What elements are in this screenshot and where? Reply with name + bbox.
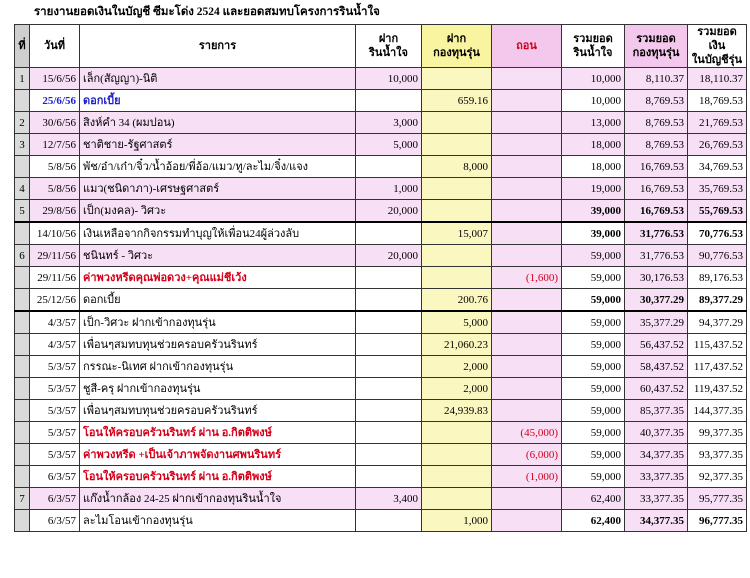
cell-withdraw	[492, 488, 562, 510]
cell-date: 29/8/56	[30, 200, 80, 223]
cell-withdraw	[492, 510, 562, 532]
cell-no: 7	[15, 488, 30, 510]
cell-no	[15, 156, 30, 178]
cell-description: เล็ก(สัญญา)-นิติ	[80, 68, 356, 90]
cell-total-rin: 62,400	[562, 488, 625, 510]
cell-total-fund: 40,377.35	[625, 422, 688, 444]
table-row	[15, 488, 747, 510]
cell-description: ดอกเบี้ย	[80, 90, 356, 112]
cell-total-fund: 30,377.29	[625, 289, 688, 312]
cell-date: 5/3/57	[30, 356, 80, 378]
cell-total-rin: 59,000	[562, 356, 625, 378]
cell-withdraw	[492, 68, 562, 90]
table-row	[15, 289, 747, 312]
cell-description: ชนินทร์ - วิศวะ	[80, 245, 356, 267]
cell-total-rin: 18,000	[562, 156, 625, 178]
cell-total-rin: 39,000	[562, 222, 625, 245]
cell-deposit-rin	[356, 90, 422, 112]
cell-deposit-fund: 2,000	[422, 378, 492, 400]
cell-withdraw	[492, 245, 562, 267]
cell-total-rin: 59,000	[562, 311, 625, 334]
cell-deposit-rin	[356, 311, 422, 334]
cell-total-rin: 19,000	[562, 178, 625, 200]
cell-total-fund: 16,769.53	[625, 178, 688, 200]
cell-description: ค่าพวงหรีดคุณพ่อดวง+คุณแม่ชีเว้ง	[80, 267, 356, 289]
cell-total-account: 26,769.53	[688, 134, 747, 156]
cell-total-rin: 13,000	[562, 112, 625, 134]
table-row	[15, 134, 747, 156]
cell-no: 1	[15, 68, 30, 90]
table-row	[15, 400, 747, 422]
cell-total-account: 55,769.53	[688, 200, 747, 223]
cell-withdraw: (6,000)	[492, 444, 562, 466]
cell-no: 4	[15, 178, 30, 200]
cell-description: เพื่อนๆสมทบทุนช่วยครอบครัวนรินทร์	[80, 400, 356, 422]
cell-total-account: 96,777.35	[688, 510, 747, 532]
cell-deposit-rin: 1,000	[356, 178, 422, 200]
cell-deposit-fund	[422, 422, 492, 444]
cell-description: สิงห์คำ 34 (ผมปอน)	[80, 112, 356, 134]
cell-withdraw	[492, 156, 562, 178]
table-row	[15, 378, 747, 400]
cell-deposit-rin	[356, 400, 422, 422]
cell-deposit-fund: 659.16	[422, 90, 492, 112]
cell-description: เป็ก(มงคล)- วิศวะ	[80, 200, 356, 223]
cell-description: พัช/อ๋า/เก๋า/จิ๋ว/น้ำอ้อย/พี่อ้อ/แมว/ทู/ละไม/จิ๋ง/แจง	[80, 156, 356, 178]
table-row	[15, 422, 747, 444]
cell-deposit-fund	[422, 444, 492, 466]
table-row	[15, 466, 747, 488]
cell-description: เป็ก-วิศวะ ฝากเข้ากองทุนรุ่น	[80, 311, 356, 334]
cell-date: 14/10/56	[30, 222, 80, 245]
cell-no: 3	[15, 134, 30, 156]
table-row	[15, 200, 747, 223]
header-total-account-label: รวมยอดเงิน ในบัญชีรุ่น	[691, 26, 743, 66]
cell-deposit-rin: 3,400	[356, 488, 422, 510]
cell-no	[15, 222, 30, 245]
cell-description: ชูสี-ครุ ฝากเข้ากองทุนรุ่น	[80, 378, 356, 400]
header-total-rin-label: รวมยอด รินน้ำใจ	[573, 33, 613, 59]
cell-total-account: 115,437.52	[688, 334, 747, 356]
cell-description: เพื่อนๆสมทบทุนช่วยครอบครัวนรินทร์	[80, 334, 356, 356]
cell-total-account: 89,176.53	[688, 267, 747, 289]
cell-deposit-fund: 2,000	[422, 356, 492, 378]
cell-total-fund: 8,110.37	[625, 68, 688, 90]
cell-withdraw: (1,000)	[492, 466, 562, 488]
cell-total-fund: 30,176.53	[625, 267, 688, 289]
cell-withdraw	[492, 200, 562, 223]
cell-withdraw	[492, 334, 562, 356]
cell-date: 25/12/56	[30, 289, 80, 312]
cell-total-rin: 59,000	[562, 400, 625, 422]
cell-description: แก๊งน้ำกล้อง 24-25 ฝากเข้ากองทุนรินน้ำใจ	[80, 488, 356, 510]
cell-total-rin: 59,000	[562, 334, 625, 356]
cell-no	[15, 378, 30, 400]
header-deposit-rin	[356, 25, 422, 68]
cell-deposit-rin: 20,000	[356, 200, 422, 223]
header-total-fund	[625, 25, 688, 68]
cell-deposit-fund	[422, 68, 492, 90]
cell-deposit-rin	[356, 156, 422, 178]
cell-no	[15, 510, 30, 532]
cell-description: โอนให้ครอบครัวนรินทร์ ผ่าน อ.กิตติพงษ์	[80, 422, 356, 444]
cell-deposit-fund	[422, 178, 492, 200]
cell-no	[15, 400, 30, 422]
cell-total-rin: 59,000	[562, 422, 625, 444]
cell-no	[15, 334, 30, 356]
cell-total-account: 35,769.53	[688, 178, 747, 200]
cell-date: 4/3/57	[30, 334, 80, 356]
cell-no	[15, 444, 30, 466]
header-date: วันที่	[30, 25, 80, 68]
cell-deposit-rin: 20,000	[356, 245, 422, 267]
cell-description: ชาติชาย-รัฐศาสตร์	[80, 134, 356, 156]
cell-no	[15, 466, 30, 488]
cell-total-fund: 58,437.52	[625, 356, 688, 378]
header-total-account	[688, 25, 747, 68]
report-title: รายงานยอดเงินในบัญชี ซีมะโด่ง 2524 และยอดสมทบโครงการรินน้ำใจ	[34, 6, 380, 18]
cell-total-fund: 8,769.53	[625, 134, 688, 156]
cell-date: 12/7/56	[30, 134, 80, 156]
cell-total-account: 21,769.53	[688, 112, 747, 134]
header-withdraw: ถอน	[492, 25, 562, 68]
cell-total-fund: 56,437.52	[625, 334, 688, 356]
header-total-fund-label: รวมยอด กองทุนรุ่น	[632, 33, 680, 59]
cell-deposit-fund	[422, 466, 492, 488]
cell-date: 5/3/57	[30, 378, 80, 400]
cell-deposit-fund	[422, 245, 492, 267]
cell-deposit-rin	[356, 510, 422, 532]
cell-total-rin: 59,000	[562, 245, 625, 267]
cell-deposit-fund: 24,939.83	[422, 400, 492, 422]
cell-total-fund: 60,437.52	[625, 378, 688, 400]
table-row	[15, 356, 747, 378]
cell-total-account: 90,776.53	[688, 245, 747, 267]
cell-deposit-fund	[422, 112, 492, 134]
cell-withdraw	[492, 289, 562, 312]
cell-withdraw	[492, 222, 562, 245]
cell-deposit-rin	[356, 466, 422, 488]
table-row	[15, 156, 747, 178]
cell-description: กรรณะ-นิเทศ ฝากเข้ากองทุนรุ่น	[80, 356, 356, 378]
cell-withdraw	[492, 112, 562, 134]
cell-deposit-rin	[356, 378, 422, 400]
cell-deposit-rin	[356, 422, 422, 444]
cell-deposit-rin: 5,000	[356, 134, 422, 156]
cell-deposit-rin: 10,000	[356, 68, 422, 90]
cell-total-account: 34,769.53	[688, 156, 747, 178]
cell-total-rin: 10,000	[562, 68, 625, 90]
cell-deposit-fund: 5,000	[422, 311, 492, 334]
cell-total-fund: 33,377.35	[625, 488, 688, 510]
cell-date: 5/8/56	[30, 178, 80, 200]
header-deposit-fund	[422, 25, 492, 68]
cell-date: 5/3/57	[30, 444, 80, 466]
cell-total-account: 70,776.53	[688, 222, 747, 245]
cell-description: เงินเหลือจากกิจกรรมทำบุญให้เพื่อน24ผู้ล่วงลับ	[80, 222, 356, 245]
cell-no	[15, 311, 30, 334]
cell-withdraw	[492, 90, 562, 112]
cell-date: 4/3/57	[30, 311, 80, 334]
cell-total-fund: 33,377.35	[625, 466, 688, 488]
cell-total-fund: 16,769.53	[625, 200, 688, 223]
header-no: ที่	[15, 25, 30, 68]
cell-total-fund: 35,377.29	[625, 311, 688, 334]
cell-date: 25/6/56	[30, 90, 80, 112]
cell-total-rin: 59,000	[562, 267, 625, 289]
table-row	[15, 334, 747, 356]
cell-date: 6/3/57	[30, 466, 80, 488]
cell-total-fund: 16,769.53	[625, 156, 688, 178]
cell-total-fund: 8,769.53	[625, 90, 688, 112]
cell-total-rin: 59,000	[562, 378, 625, 400]
cell-no	[15, 90, 30, 112]
cell-deposit-fund: 15,007	[422, 222, 492, 245]
cell-deposit-fund: 21,060.23	[422, 334, 492, 356]
cell-total-fund: 34,377.35	[625, 510, 688, 532]
cell-no	[15, 422, 30, 444]
cell-total-account: 92,377.35	[688, 466, 747, 488]
header-deposit-rin-label: ฝาก รินน้ำใจ	[369, 33, 408, 59]
cell-total-rin: 59,000	[562, 444, 625, 466]
table-row	[15, 267, 747, 289]
cell-total-rin: 59,000	[562, 289, 625, 312]
header-row	[15, 25, 747, 68]
cell-withdraw	[492, 311, 562, 334]
cell-description: โอนให้ครอบครัวนรินทร์ ผ่าน อ.กิตติพงษ์	[80, 466, 356, 488]
table-row	[15, 112, 747, 134]
header-deposit-fund-label: ฝาก กองทุนรุ่น	[433, 33, 480, 59]
ledger-table	[14, 24, 747, 532]
cell-total-rin: 59,000	[562, 466, 625, 488]
table-row	[15, 68, 747, 90]
cell-date: 29/11/56	[30, 245, 80, 267]
table-row	[15, 90, 747, 112]
table-row	[15, 510, 747, 532]
table-row	[15, 245, 747, 267]
cell-total-rin: 10,000	[562, 90, 625, 112]
cell-date: 5/3/57	[30, 422, 80, 444]
table-row	[15, 444, 747, 466]
cell-withdraw	[492, 178, 562, 200]
table-row	[15, 178, 747, 200]
cell-no: 2	[15, 112, 30, 134]
cell-date: 6/3/57	[30, 510, 80, 532]
cell-date: 6/3/57	[30, 488, 80, 510]
ledger-body	[15, 68, 747, 532]
cell-date: 15/6/56	[30, 68, 80, 90]
cell-total-fund: 85,377.35	[625, 400, 688, 422]
cell-no	[15, 356, 30, 378]
cell-deposit-fund	[422, 267, 492, 289]
cell-description: ค่าพวงหรีด +เป็นเจ้าภาพจัดงานศพนรินทร์	[80, 444, 356, 466]
cell-no	[15, 267, 30, 289]
cell-total-account: 99,377.35	[688, 422, 747, 444]
cell-deposit-rin: 3,000	[356, 112, 422, 134]
cell-withdraw	[492, 378, 562, 400]
cell-deposit-fund: 200.76	[422, 289, 492, 312]
cell-total-fund: 34,377.35	[625, 444, 688, 466]
cell-deposit-rin	[356, 334, 422, 356]
cell-deposit-fund	[422, 488, 492, 510]
cell-withdraw: (45,000)	[492, 422, 562, 444]
cell-date: 5/8/56	[30, 156, 80, 178]
cell-total-account: 119,437.52	[688, 378, 747, 400]
cell-total-rin: 62,400	[562, 510, 625, 532]
cell-total-account: 18,769.53	[688, 90, 747, 112]
cell-total-rin: 39,000	[562, 200, 625, 223]
cell-deposit-rin	[356, 444, 422, 466]
cell-deposit-rin	[356, 267, 422, 289]
cell-deposit-rin	[356, 356, 422, 378]
table-row	[15, 311, 747, 334]
cell-deposit-fund	[422, 200, 492, 223]
cell-total-fund: 31,776.53	[625, 222, 688, 245]
cell-description: แมว(ชนิดาภา)-เศรษฐศาสตร์	[80, 178, 356, 200]
cell-description: ละไมโอนเข้ากองทุนรุ่น	[80, 510, 356, 532]
cell-total-rin: 18,000	[562, 134, 625, 156]
cell-withdraw	[492, 356, 562, 378]
cell-deposit-rin	[356, 289, 422, 312]
cell-no	[15, 289, 30, 312]
cell-deposit-rin	[356, 222, 422, 245]
cell-date: 5/3/57	[30, 400, 80, 422]
cell-date: 29/11/56	[30, 267, 80, 289]
cell-no: 5	[15, 200, 30, 223]
cell-total-account: 117,437.52	[688, 356, 747, 378]
cell-total-fund: 31,776.53	[625, 245, 688, 267]
cell-total-account: 93,377.35	[688, 444, 747, 466]
cell-deposit-fund: 8,000	[422, 156, 492, 178]
cell-description: ดอกเบี้ย	[80, 289, 356, 312]
cell-total-account: 95,777.35	[688, 488, 747, 510]
cell-deposit-fund	[422, 134, 492, 156]
header-total-rin	[562, 25, 625, 68]
table-row	[15, 222, 747, 245]
cell-no: 6	[15, 245, 30, 267]
cell-withdraw	[492, 400, 562, 422]
cell-total-account: 18,110.37	[688, 68, 747, 90]
cell-withdraw	[492, 134, 562, 156]
cell-deposit-fund: 1,000	[422, 510, 492, 532]
cell-total-account: 94,377.29	[688, 311, 747, 334]
cell-date: 30/6/56	[30, 112, 80, 134]
cell-total-account: 144,377.35	[688, 400, 747, 422]
cell-withdraw: (1,600)	[492, 267, 562, 289]
cell-total-account: 89,377.29	[688, 289, 747, 312]
header-desc: รายการ	[80, 25, 356, 68]
cell-total-fund: 8,769.53	[625, 112, 688, 134]
